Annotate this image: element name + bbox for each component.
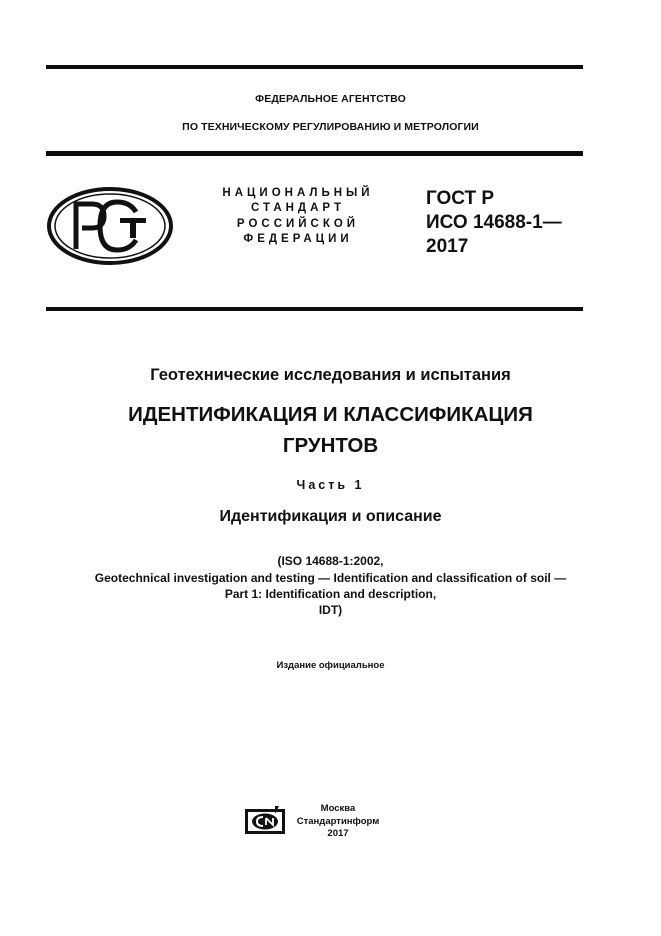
iso-reference-line4: IDT) — [318, 603, 343, 617]
document-title-line2: ГРУНТОВ — [282, 434, 379, 457]
national-standard-line3: РОССИЙСКОЙ — [236, 217, 360, 230]
iso-reference-line2: Geotechnical investigation and testing — Identification and classification of soil — — [94, 571, 567, 585]
publisher-city: Москва — [320, 803, 356, 814]
designation-line2: ИСО 14688-1— — [426, 212, 562, 233]
publisher-info — [292, 803, 384, 841]
designation-line1: ГОСТ Р — [426, 188, 495, 209]
national-standard-line1: НАЦИОНАЛЬНЫЙ — [222, 187, 374, 199]
standard-designation — [426, 187, 562, 259]
rst-emblem-icon — [46, 186, 174, 266]
top-divider — [46, 65, 583, 69]
iso-reference-line3: Part 1: Identification and description, — [224, 587, 437, 601]
document-title-line1: ИДЕНТИФИКАЦИЯ И КЛАССИФИКАЦИЯ — [128, 403, 533, 426]
series-title: Геотехнические исследования и испытания — [150, 366, 511, 384]
designation-divider — [46, 307, 583, 311]
agency-name-line2: ПО ТЕХНИЧЕСКОМУ РЕГУЛИРОВАНИЮ И МЕТРОЛОГИИ — [182, 121, 479, 133]
part-subtitle: Идентификация и описание — [219, 508, 442, 525]
publisher-name: Стандартинформ — [296, 815, 380, 827]
publication-year: 2017 — [327, 828, 349, 839]
agency-name-line1: ФЕДЕРАЛЬНОЕ АГЕНТСТВО — [255, 93, 406, 105]
designation-line3: 2017 — [426, 236, 469, 257]
header-divider — [46, 151, 583, 156]
national-standard-label — [212, 186, 384, 247]
iso-reference-line1: (ISO 14688-1:2002, — [277, 554, 384, 568]
edition-label: Издание официальное — [276, 660, 385, 671]
national-standard-line2: СТАНДАРТ — [251, 202, 345, 215]
national-standard-line4: ФЕДЕРАЦИИ — [243, 232, 353, 245]
part-number: Часть 1 — [296, 478, 365, 492]
standartinform-logo-icon — [245, 806, 285, 836]
